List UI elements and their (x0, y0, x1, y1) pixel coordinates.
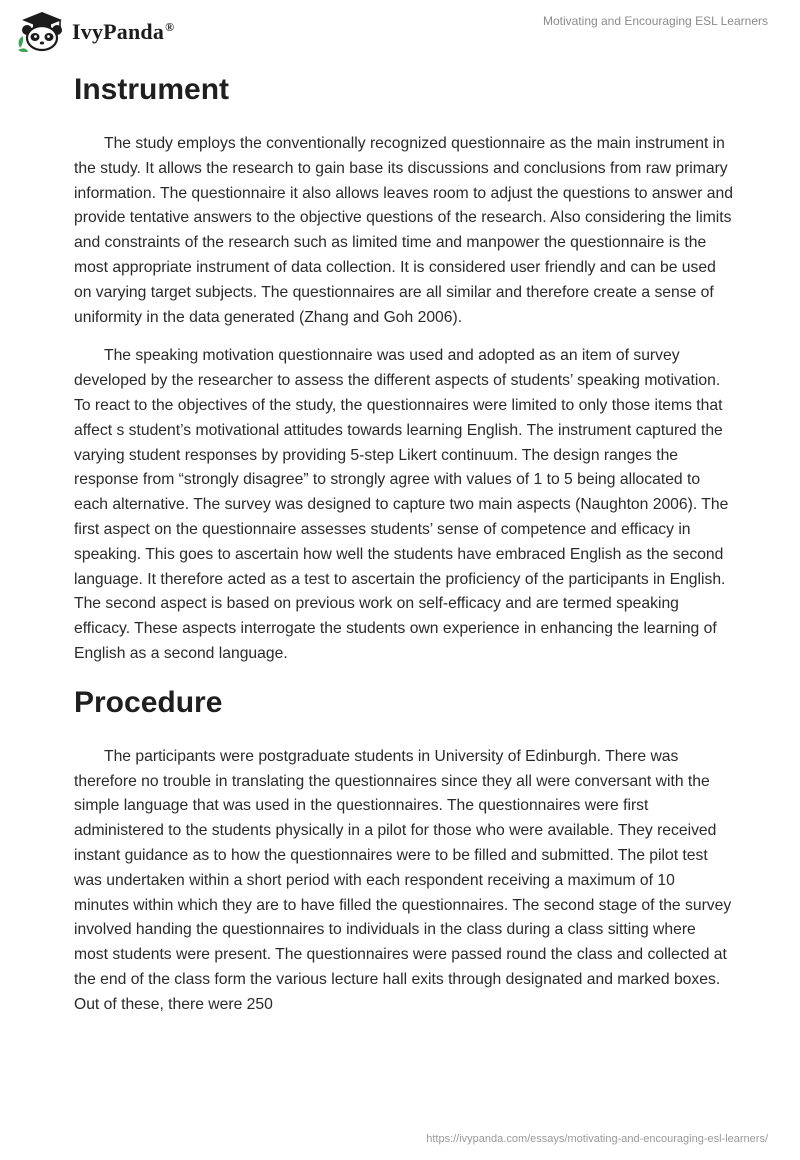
page-header (0, 0, 800, 60)
registered-mark: ® (165, 19, 175, 34)
section-heading-procedure: Procedure (74, 685, 223, 719)
instrument-paragraph-1: The study employs the conventionally recognized questionnaire as the main instrument in the study. It allows the research to gain base its discussions and conclusions from raw primary information. The questionnaire it also allows leaves room to adjust the questions to answer and provide tentative answers to the objective questions of the research. Also considering the limits and constraints of the research such as limited time and manpower the questionnaire is the most appropriate instrument of data collection. It is considered user friendly and can be used on varying target subjects. The questionnaires are all similar and therefore create a sense of uniformity in the data generated (Zhang and Goh 2006). (74, 135, 733, 326)
section-heading-instrument: Instrument (74, 73, 230, 106)
source-url[interactable]: https://ivypanda.com/essays/motivating-and-encouraging-esl-learners/ (426, 1133, 768, 1145)
document-title: Motivating and Encouraging ESL Learners (542, 14, 768, 28)
procedure-paragraph-1: The participants were postgraduate students in University of Edinburgh. There was therefore no trouble in translating the questionnaires since they all were conversant with the simple language that was used in the questionnaires. The questionnaires were first administered to the students physically in a pilot for those who were available. They received instant guidance as to how the questionnaires were to be filled and submitted. The pilot test was undertaken within a short period with each respondent receiving a maximum of 10 minutes within which they are to have filled the questionnaires. The second stage of the survey involved handing the questionnaires to individuals in the class during a class sitting where most students were present. The questionnaires were passed round the class and collected at the end of the class form the various lecture hall exits through designated and marked boxes. Out of these, there were 250 (74, 747, 732, 1013)
brand-logo[interactable] (14, 8, 174, 52)
panda-graduate-icon (14, 8, 66, 52)
brand-name: IvyPanda® (72, 19, 175, 44)
instrument-paragraph-2: The speaking motivation questionnaire was used and adopted as an item of survey developed by the researcher to assess the different aspects of students’ speaking motivation. To react to the objectives of the study, the questionnaires were limited to only those items that affect s student’s motivational attitudes towards learning English. The instrument captured the varying student responses by providing 5-step Likert continuum. The design ranges the response from “strongly disagree” to strongly agree with values of 1 to 5 being allocated to each alternative. The survey was designed to capture two main aspects (Naughton 2006). The first aspect on the questionnaire assesses students’ sense of competence and efficacy in speaking. This goes to ascertain how well the students have embraced English as the second language. It therefore acted as a test to ascertain the proficiency of the participants in English. The second aspect is based on previous work on self-efficacy and are termed speaking efficacy. These aspects interrogate the students own experience in enhancing the learning of English as a second language. (74, 347, 729, 662)
essay-content (74, 70, 734, 1032)
